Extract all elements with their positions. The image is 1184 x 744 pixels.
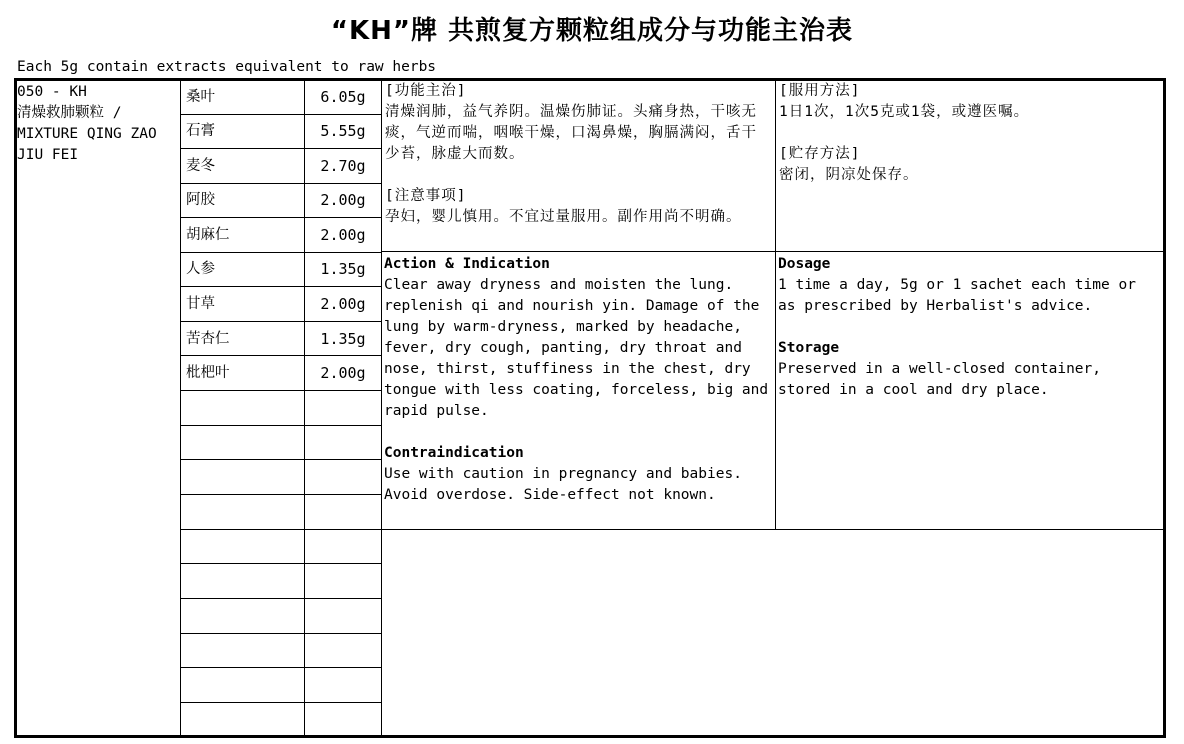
product-code: 050 - KH bbox=[17, 84, 87, 100]
dosage-heading-zh: [服用方法] bbox=[779, 83, 861, 99]
row-divider bbox=[180, 563, 381, 564]
herb-amount: 1.35g bbox=[320, 330, 366, 348]
row-divider bbox=[180, 425, 381, 426]
herb-amount: 6.05g bbox=[320, 88, 366, 106]
col-divider bbox=[304, 80, 305, 736]
function-text-zh: 清燥润肺，益气养阴。温燥伤肺证。头痛身热，干咳无痰，气逆而喘，咽喉干燥，口渴鼻燥，胸膈满闷，舌干少苔，脉虚大而数。 bbox=[385, 104, 757, 162]
row-divider bbox=[180, 598, 381, 599]
herb-name: 枇杷叶 bbox=[186, 365, 230, 381]
row-divider bbox=[180, 494, 381, 495]
herb-amount: 2.00g bbox=[320, 191, 366, 209]
row-divider bbox=[180, 459, 381, 460]
herb-name: 苦杏仁 bbox=[186, 331, 230, 347]
caution-text-zh: 孕妇，婴儿慎用。不宜过量服用。副作用尚不明确。 bbox=[385, 209, 742, 225]
dosage-text-en: 1 time a day, 5g or 1 sachet each time or as prescribed by Herbalist's advice. bbox=[778, 277, 1136, 314]
row-divider bbox=[381, 529, 1165, 530]
herb-name: 阿胶 bbox=[186, 192, 215, 208]
subtitle: Each 5g contain extracts equivalent to raw herbs bbox=[17, 59, 437, 75]
row-divider bbox=[180, 667, 381, 668]
herb-amount: 5.55g bbox=[320, 122, 366, 140]
herb-name: 人参 bbox=[186, 261, 215, 277]
storage-heading-zh: [贮存方法] bbox=[779, 146, 861, 162]
dosage-heading-en: Dosage bbox=[778, 256, 831, 272]
herb-name: 甘草 bbox=[186, 296, 215, 312]
product-cell bbox=[17, 82, 177, 166]
page-title: “KH”牌 共煎复方颗粒组成分与功能主治表 bbox=[330, 16, 854, 46]
action-heading-en: Action & Indication bbox=[384, 256, 550, 272]
herb-name: 桑叶 bbox=[186, 89, 215, 105]
row-divider bbox=[180, 390, 381, 391]
herb-name: 麦冬 bbox=[186, 158, 215, 174]
herb-amount: 2.70g bbox=[320, 157, 366, 175]
contra-text-en: Use with caution in pregnancy and babies. Avoid overdose. Side-effect not known. bbox=[384, 466, 742, 503]
herb-amount: 1.35g bbox=[320, 260, 366, 278]
dosage-text-zh: 1日1次，1次5克或1袋，或遵医嘱。 bbox=[779, 104, 1030, 120]
row-divider bbox=[381, 251, 1165, 252]
contra-heading-en: Contraindication bbox=[384, 445, 524, 461]
storage-text-zh: 密闭，阴凉处保存。 bbox=[779, 167, 919, 183]
function-caution-zh bbox=[385, 81, 769, 228]
product-name-zh: 清燥救肺颗粒 / bbox=[17, 105, 122, 121]
herb-amount: 2.00g bbox=[320, 226, 366, 244]
action-text-en: Clear away dryness and moisten the lung. replenish qi and nourish yin. Damage of the lung by warm-dryness, marked by headache, fever, dry cough, panting, dry throat and nose, thirst, stuffiness in the chest, dry tongue with less coating, forceless, big and rapid pulse. bbox=[384, 277, 769, 419]
herb-amount: 2.00g bbox=[320, 364, 366, 382]
dosage-storage-en bbox=[778, 254, 1162, 401]
caution-heading-zh: [注意事项] bbox=[385, 188, 467, 204]
action-contra-en bbox=[384, 254, 770, 506]
herb-name: 石膏 bbox=[186, 123, 215, 139]
herb-amount: 2.00g bbox=[320, 295, 366, 313]
col-divider bbox=[180, 80, 181, 736]
row-divider bbox=[180, 633, 381, 634]
herb-name: 胡麻仁 bbox=[186, 227, 230, 243]
col-divider bbox=[381, 80, 382, 736]
row-divider bbox=[180, 702, 381, 703]
storage-heading-en: Storage bbox=[778, 340, 840, 356]
product-name-en: MIXTURE QING ZAO JIU FEI bbox=[17, 126, 157, 163]
row-divider bbox=[180, 529, 381, 530]
storage-text-en: Preserved in a well-closed container, stored in a cool and dry place. bbox=[778, 361, 1102, 398]
col-divider bbox=[775, 80, 776, 529]
function-heading-zh: [功能主治] bbox=[385, 83, 467, 99]
dosage-storage-zh bbox=[779, 81, 1163, 186]
